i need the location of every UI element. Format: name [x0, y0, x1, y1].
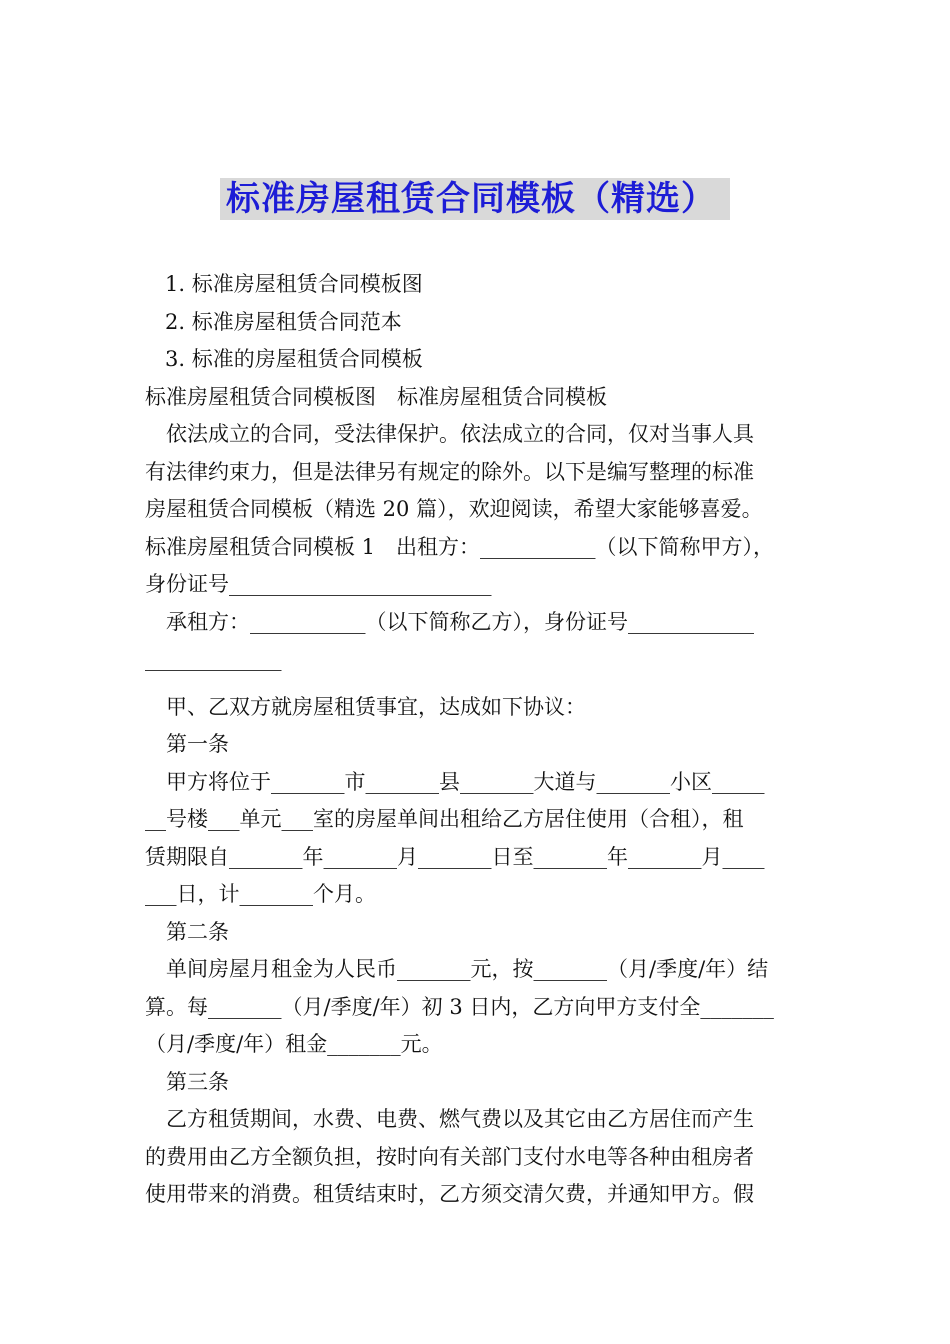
paragraph-line: （月/季度/年）租金_______元。: [145, 1032, 443, 1056]
document-body: [145, 266, 825, 1214]
paragraph-line: 算。每_______（月/季度/年）初 3 日内，乙方向甲方支付全_______: [145, 994, 774, 1019]
paragraph-line: 身份证号_________________________: [145, 572, 492, 596]
paragraph-line: __号楼___单元___室的房屋单间出租给乙方居住使用（合租），租: [145, 807, 744, 831]
article-heading: 第三条: [166, 1069, 229, 1094]
article-heading: 第一条: [166, 732, 229, 756]
paragraph-line: 赁期限自_______年_______月_______日至_______年_______月____: [145, 844, 765, 869]
paragraph-line: 单间房屋月租金为人民币_______元，按_______（月/季度/年）结: [166, 957, 769, 981]
paragraph-line: 房屋租赁合同模板（精选 20 篇），欢迎阅读，希望大家能够喜爱。: [145, 497, 763, 521]
paragraph-line: 乙方租赁期间，水费、电费、燃气费以及其它由乙方居住而产生: [166, 1107, 754, 1131]
toc-item-1: 1. 标准房屋租赁合同模板图: [165, 272, 423, 296]
toc-item-2: 2. 标准房屋租赁合同范本: [165, 309, 402, 334]
paragraph-line: 甲方将位于_______市_______县_______大道与_______小区_____: [166, 769, 765, 794]
article-heading: 第二条: [166, 919, 229, 944]
toc-item-3: 3. 标准的房屋租赁合同模板: [165, 347, 423, 371]
paragraph-line: 的费用由乙方全额负担，按时向有关部门支付水电等各种由租房者: [145, 1144, 754, 1169]
document-title: 标准房屋租赁合同模板（精选）: [220, 178, 730, 220]
paragraph-line: 甲、乙双方就房屋租赁事宜，达成如下协议：: [166, 694, 586, 719]
paragraph-line: 有法律约束力，但是法律另有规定的除外。以下是编写整理的标准: [145, 459, 754, 484]
paragraph-line: ___日，计_______个月。: [145, 882, 376, 906]
heading-line: 标准房屋租赁合同模板图 标准房屋租赁合同模板: [145, 384, 607, 409]
paragraph-line: 使用带来的消费。租赁结束时，乙方须交清欠费，并通知甲方。假: [145, 1182, 754, 1206]
paragraph-line: 承租方：___________（以下简称乙方），身份证号____________: [166, 609, 754, 634]
paragraph-line: 依法成立的合同，受法律保护。依法成立的合同，仅对当事人具: [166, 422, 754, 446]
spacer: [145, 679, 825, 689]
paragraph-line: 标准房屋租赁合同模板 1 出租方：___________（以下简称甲方），: [145, 534, 775, 559]
title-container: [0, 178, 950, 220]
paragraph-line: _____________: [145, 647, 282, 671]
